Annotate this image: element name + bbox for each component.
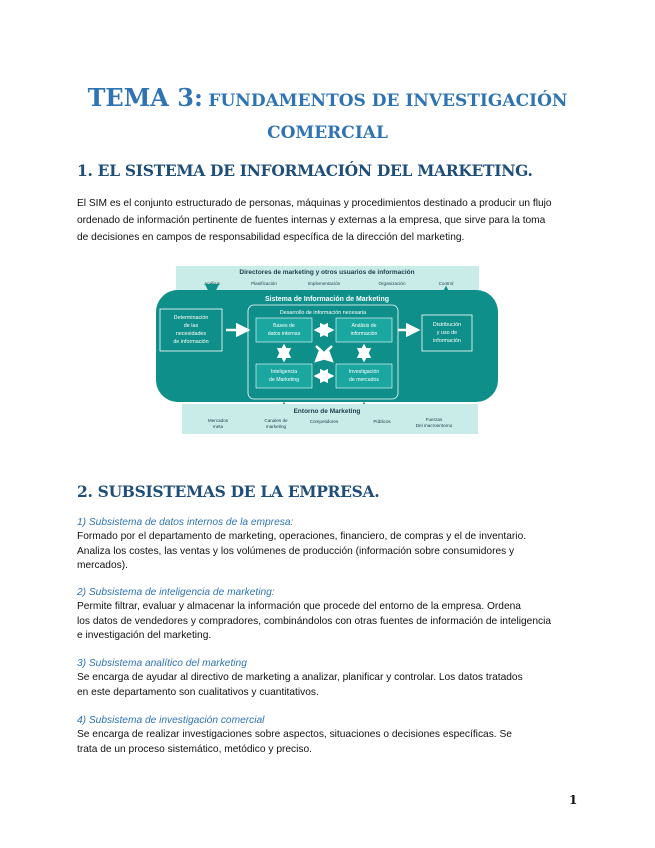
intelligence-line: de Marketing: [269, 377, 299, 383]
development-title: Desarrollo de información necesaria: [279, 310, 367, 316]
text-line: trata de un proceso sistemático, metódico y preciso.: [77, 743, 312, 755]
subsystem-1-title: 1) Subsistema de datos internos de la empresa:: [77, 517, 294, 528]
subsystem-3-text: [77, 671, 579, 700]
intelligence-line: Inteligencia: [270, 369, 298, 375]
document-title: [60, 82, 595, 149]
section-1-heading: 1. EL SISTEMA DE INFORMACIÓN DEL MARKETING.: [77, 161, 533, 180]
paragraph-line: ordenado de información pertinente de fuentes internas y externas a la empresa, que sirve para la toma: [77, 215, 546, 227]
sim-diagram: [156, 264, 500, 436]
title-prefix: TEMA 3:: [87, 83, 203, 112]
analysis-line: Análisis de: [351, 323, 377, 329]
bottom-label-fuerzas: Del macroentorno: [415, 423, 453, 428]
analysis-box: [336, 318, 392, 342]
bottom-label-competidores: Competidores: [309, 419, 339, 424]
subsystem-2-title: 2) Subsistema de inteligencia de marketing:: [77, 587, 275, 598]
distribution-line: y uso de: [436, 330, 458, 336]
title-line-1: FUNDAMENTOS DE INVESTIGACIÓN: [208, 91, 568, 111]
paragraph-line: El SIM es el conjunto estructurado de personas, máquinas y procedimientos destinado a producir un flujo: [77, 198, 552, 209]
users-band-title: Directores de marketing y otros usuarios de información: [239, 269, 415, 276]
subsystem-2-text: [77, 600, 579, 644]
intelligence-box: [256, 364, 312, 388]
text-line: Formado por el departamento de marketing, operaciones, financiero, de compras y el de inventario.: [77, 531, 527, 542]
internal-data-box: [256, 318, 312, 342]
subsystem-4-text: [77, 728, 579, 757]
paragraph-line: de decisiones en campos de responsabilidad específica de la dirección del marketing.: [77, 232, 465, 244]
bottom-label-canales: marketing: [265, 424, 287, 429]
distribution-line: información: [433, 338, 461, 344]
research-line: de mercados: [349, 377, 379, 383]
text-line: Se encarga de ayudar al directivo de marketing a analizar, planificar y controlar. Los datos tratados: [77, 672, 523, 683]
top-label-implementacion: Implementación: [307, 281, 341, 286]
distribution-line: Distribución: [432, 322, 462, 328]
needs-line: Determinación: [173, 315, 209, 321]
text-line: Se encarga de realizar investigaciones sobre aspectos, situaciones o decisiones específicas. Se: [77, 729, 512, 740]
environment-title: Entorno de Marketing: [293, 408, 361, 415]
top-label-analisis: Análisis: [204, 281, 220, 286]
research-line: Investigación: [348, 369, 380, 375]
text-line: mercados).: [77, 560, 128, 572]
sim-title: Sistema de Información de Marketing: [264, 296, 390, 303]
bottom-label-canales: Canales de: [264, 418, 288, 423]
top-label-organizacion: Organización: [378, 281, 406, 286]
analysis-line: información: [350, 331, 378, 337]
needs-line: necesidades: [175, 331, 207, 337]
top-label-control: Control: [438, 281, 454, 286]
needs-line: de información: [173, 339, 209, 345]
internal-data-line: datos internas: [267, 331, 301, 337]
title-line-2: COMERCIAL: [267, 123, 388, 143]
research-box: [336, 364, 392, 388]
top-label-planificacion: Planificación: [251, 281, 277, 286]
needs-line: de las: [183, 323, 199, 329]
bottom-label-publicos: Públicos: [373, 419, 391, 424]
bottom-label-mercados: meta: [212, 424, 224, 429]
text-line: los datos de vendedores y compradores, combinándolos con otras fuentes de información de inteligencia: [77, 615, 552, 627]
text-line: en este departamento son cualitativos y cuantitativos.: [77, 686, 319, 698]
section-2-heading: 2. SUBSISTEMAS DE LA EMPRESA.: [77, 482, 380, 501]
subsystem-1-text: [77, 530, 579, 574]
subsystem-3-title: 3) Subsistema analítico del marketing: [77, 658, 247, 669]
subsystem-4-title: 4) Subsistema de investigación comercial: [77, 715, 265, 726]
bottom-label-mercados: Mercados: [207, 418, 229, 423]
text-line: Permite filtrar, evaluar y almacenar la información que procede del entorno de la empresa. Ordena: [77, 601, 521, 612]
internal-data-line: Bases de: [273, 323, 295, 329]
text-line: e investigación del marketing.: [77, 630, 212, 642]
text-line: Analiza los costes, las ventas y los volúmenes de producción (información sobre consumidores y: [77, 545, 515, 557]
bottom-label-fuerzas: Fuerzas: [425, 417, 443, 422]
section-1-paragraph: [77, 195, 579, 247]
page-number: 1: [569, 793, 578, 807]
